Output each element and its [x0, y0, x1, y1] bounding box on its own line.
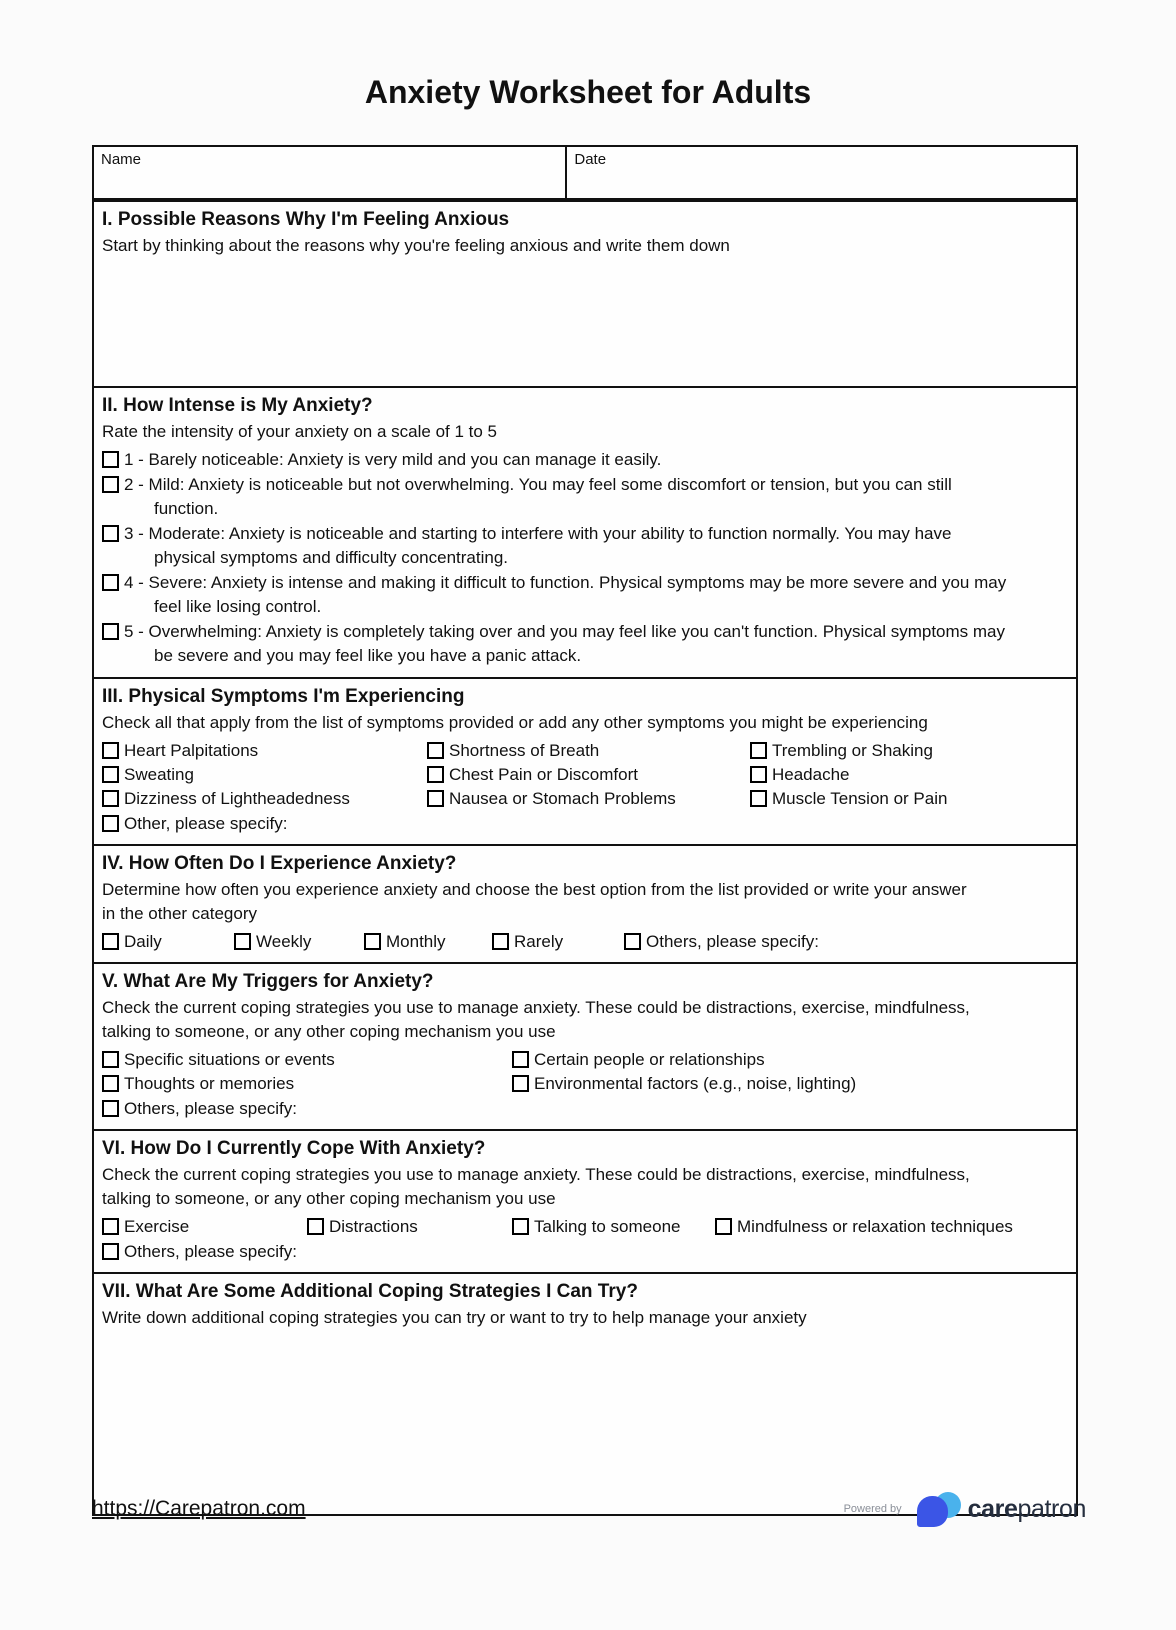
coping-options-row	[102, 1215, 1068, 1239]
symptom-label: Shortness of Breath	[449, 740, 600, 760]
section-5-heading: V. What Are My Triggers for Anxiety?	[102, 970, 434, 992]
list-item	[102, 571, 1007, 620]
intensity-1-checkbox[interactable]	[102, 451, 119, 468]
list-item	[234, 930, 364, 954]
list-item	[492, 930, 624, 954]
section-5-description	[102, 996, 1068, 1044]
section-3-heading: III. Physical Symptoms I'm Experiencing	[102, 685, 465, 707]
intensity-4-checkbox[interactable]	[102, 574, 119, 591]
list-item	[102, 1215, 307, 1239]
symptom-other-checkbox[interactable]	[102, 815, 119, 832]
description-line: Check the current coping strategies you use to manage anxiety. These could be distractions, exercise, mindfulness,	[102, 1164, 970, 1184]
description-line: in the other category	[102, 903, 257, 923]
strategies-writing-area[interactable]	[102, 1330, 1068, 1506]
frequency-label: Monthly	[386, 931, 446, 951]
list-item	[102, 930, 234, 954]
frequency-options-row	[102, 930, 1068, 954]
intensity-2-checkbox[interactable]	[102, 476, 119, 493]
coping-label: Talking to someone	[534, 1216, 681, 1236]
list-item	[102, 620, 1007, 669]
symptom-label: Sweating	[124, 764, 194, 784]
section-7-description: Write down additional coping strategies you can try or want to try to help manage your anxiety	[102, 1307, 807, 1327]
powered-by-block	[844, 1487, 1086, 1531]
symptom-other-row[interactable]	[102, 812, 1068, 836]
section-2-description: Rate the intensity of your anxiety on a scale of 1 to 5	[102, 422, 498, 441]
exercise-checkbox[interactable]	[102, 1218, 119, 1235]
intensity-4-label: 4 - Severe: Anxiety is intense and making it difficult to function. Physical symptoms may be more severe and you may feel like losing control.	[124, 572, 1007, 616]
mindfulness-checkbox[interactable]	[715, 1218, 732, 1235]
list-item	[102, 787, 427, 811]
list-item	[427, 739, 750, 763]
list-item	[364, 930, 492, 954]
section-possible-reasons	[94, 200, 1076, 386]
trembling-checkbox[interactable]	[750, 742, 767, 759]
list-item	[307, 1215, 512, 1239]
trigger-others-checkbox[interactable]	[102, 1100, 119, 1117]
monthly-checkbox[interactable]	[364, 933, 381, 950]
symptom-label: Heart Palpitations	[124, 740, 259, 760]
worksheet-form	[92, 145, 1078, 1516]
powered-by-label: Powered by	[843, 1503, 902, 1515]
date-label: Date	[574, 151, 607, 168]
coping-label: Exercise	[124, 1216, 190, 1236]
date-field[interactable]	[565, 147, 1076, 198]
list-item	[102, 473, 1007, 522]
symptom-checklist	[102, 739, 1068, 811]
brand-patron: patron	[1017, 1494, 1086, 1523]
section-1-heading: I. Possible Reasons Why I'm Feeling Anxious	[102, 209, 510, 230]
section-anxiety-triggers	[94, 962, 1076, 1129]
list-item[interactable]	[624, 930, 819, 954]
section-coping-strategies	[94, 1129, 1076, 1272]
frequency-label: Daily	[124, 931, 162, 951]
headache-checkbox[interactable]	[750, 766, 767, 783]
list-item	[512, 1072, 1068, 1096]
intensity-3-checkbox[interactable]	[102, 525, 119, 542]
name-label: Name	[101, 151, 142, 168]
section-6-heading: VI. How Do I Currently Cope With Anxiety?	[102, 1137, 486, 1159]
talking-checkbox[interactable]	[512, 1218, 529, 1235]
description-line: Determine how often you experience anxiety and choose the best option from the list provided or write your answer	[102, 879, 967, 899]
carepatron-logo-icon	[912, 1487, 964, 1531]
trigger-label: Environmental factors (e.g., noise, lighting)	[534, 1073, 857, 1093]
section-4-heading: IV. How Often Do I Experience Anxiety?	[102, 852, 457, 874]
coping-others-row[interactable]	[102, 1240, 1068, 1264]
shortness-of-breath-checkbox[interactable]	[427, 742, 444, 759]
intensity-5-label: 5 - Overwhelming: Anxiety is completely taking over and you may feel like you can't function. Physical symptoms may be severe and you may feel like you have a panic attack.	[124, 621, 1006, 665]
frequency-label: Rarely	[514, 931, 564, 951]
daily-checkbox[interactable]	[102, 933, 119, 950]
list-item	[512, 1215, 715, 1239]
section-physical-symptoms	[94, 677, 1076, 844]
symptom-label: Trembling or Shaking	[772, 740, 933, 760]
trigger-others-row[interactable]	[102, 1097, 1068, 1121]
situations-checkbox[interactable]	[102, 1051, 119, 1068]
section-4-description	[102, 878, 1068, 926]
section-7-heading: VII. What Are Some Additional Coping Strategies I Can Try?	[102, 1280, 638, 1302]
reasons-writing-area[interactable]	[102, 258, 1068, 378]
rarely-checkbox[interactable]	[492, 933, 509, 950]
description-line: talking to someone, or any other coping mechanism you use	[102, 1188, 556, 1208]
intensity-scale-list	[102, 448, 1007, 669]
coping-others-checkbox[interactable]	[102, 1243, 119, 1260]
symptom-label: Dizziness of Lightheadedness	[124, 788, 350, 808]
section-anxiety-intensity	[94, 386, 1076, 677]
symptom-label: Muscle Tension or Pain	[772, 788, 948, 808]
list-item	[427, 763, 750, 787]
list-item	[102, 522, 1007, 571]
distractions-checkbox[interactable]	[307, 1218, 324, 1235]
nausea-checkbox[interactable]	[427, 790, 444, 807]
list-item	[102, 763, 427, 787]
list-item	[102, 1072, 512, 1096]
list-item	[102, 1048, 512, 1072]
intensity-1-label: 1 - Barely noticeable: Anxiety is very mild and you can manage it easily.	[124, 450, 662, 469]
list-item	[427, 787, 750, 811]
description-line: talking to someone, or any other coping mechanism you use	[102, 1021, 556, 1041]
frequency-others-label: Others, please specify:	[646, 931, 819, 951]
page-footer	[92, 1487, 1086, 1531]
trigger-label: Specific situations or events	[124, 1049, 335, 1069]
environmental-factors-checkbox[interactable]	[512, 1075, 529, 1092]
section-3-description: Check all that apply from the list of symptoms provided or add any other symptoms you might be experiencing	[102, 712, 928, 732]
intensity-2-label: 2 - Mild: Anxiety is noticeable but not overwhelming. You may feel some discomfort or tension, but you can still function.	[124, 474, 952, 518]
coping-others-label: Others, please specify:	[124, 1241, 297, 1261]
list-item	[750, 787, 1068, 811]
coping-label: Distractions	[329, 1216, 418, 1236]
symptom-label: Headache	[772, 764, 850, 784]
page-title: Anxiety Worksheet for Adults	[364, 74, 812, 110]
frequency-label: Weekly	[256, 931, 312, 951]
carepatron-link[interactable]: https://Carepatron.com	[92, 1497, 306, 1520]
list-item	[102, 448, 1007, 473]
trigger-others-label: Others, please specify:	[124, 1098, 297, 1118]
dizziness-checkbox[interactable]	[102, 790, 119, 807]
weekly-checkbox[interactable]	[234, 933, 251, 950]
section-1-description: Start by thinking about the reasons why you're feeling anxious and write them down	[102, 236, 730, 255]
list-item	[512, 1048, 1068, 1072]
people-relationships-checkbox[interactable]	[512, 1051, 529, 1068]
section-6-description	[102, 1163, 1068, 1211]
name-field[interactable]	[94, 147, 565, 198]
brand-care: care	[967, 1494, 1018, 1523]
muscle-tension-checkbox[interactable]	[750, 790, 767, 807]
sweating-checkbox[interactable]	[102, 766, 119, 783]
name-date-row	[94, 147, 1076, 200]
symptom-other-label: Other, please specify:	[124, 813, 288, 833]
list-item	[102, 739, 427, 763]
heart-palpitations-checkbox[interactable]	[102, 742, 119, 759]
chest-pain-checkbox[interactable]	[427, 766, 444, 783]
symptom-label: Chest Pain or Discomfort	[449, 764, 638, 784]
list-item	[715, 1215, 1013, 1239]
brand-wordmark	[968, 1495, 1086, 1524]
trigger-checklist	[102, 1048, 1068, 1096]
section-anxiety-frequency	[94, 844, 1076, 962]
frequency-others-checkbox[interactable]	[624, 933, 641, 950]
list-item	[750, 763, 1068, 787]
list-item	[750, 739, 1068, 763]
logo-bubble-dark	[917, 1496, 948, 1527]
section-additional-strategies	[94, 1272, 1076, 1514]
coping-label: Mindfulness or relaxation techniques	[737, 1216, 1013, 1236]
intensity-5-checkbox[interactable]	[102, 623, 119, 640]
intensity-3-label: 3 - Moderate: Anxiety is noticeable and starting to interfere with your ability to function normally. You may have physical symptoms and difficulty concentrating.	[124, 523, 952, 567]
description-line: Check the current coping strategies you use to manage anxiety. These could be distractions, exercise, mindfulness,	[102, 997, 970, 1017]
trigger-label: Thoughts or memories	[124, 1073, 295, 1093]
symptom-label: Nausea or Stomach Problems	[449, 788, 676, 808]
trigger-label: Certain people or relationships	[534, 1049, 765, 1069]
thoughts-memories-checkbox[interactable]	[102, 1075, 119, 1092]
section-2-heading: II. How Intense is My Anxiety?	[102, 395, 373, 416]
